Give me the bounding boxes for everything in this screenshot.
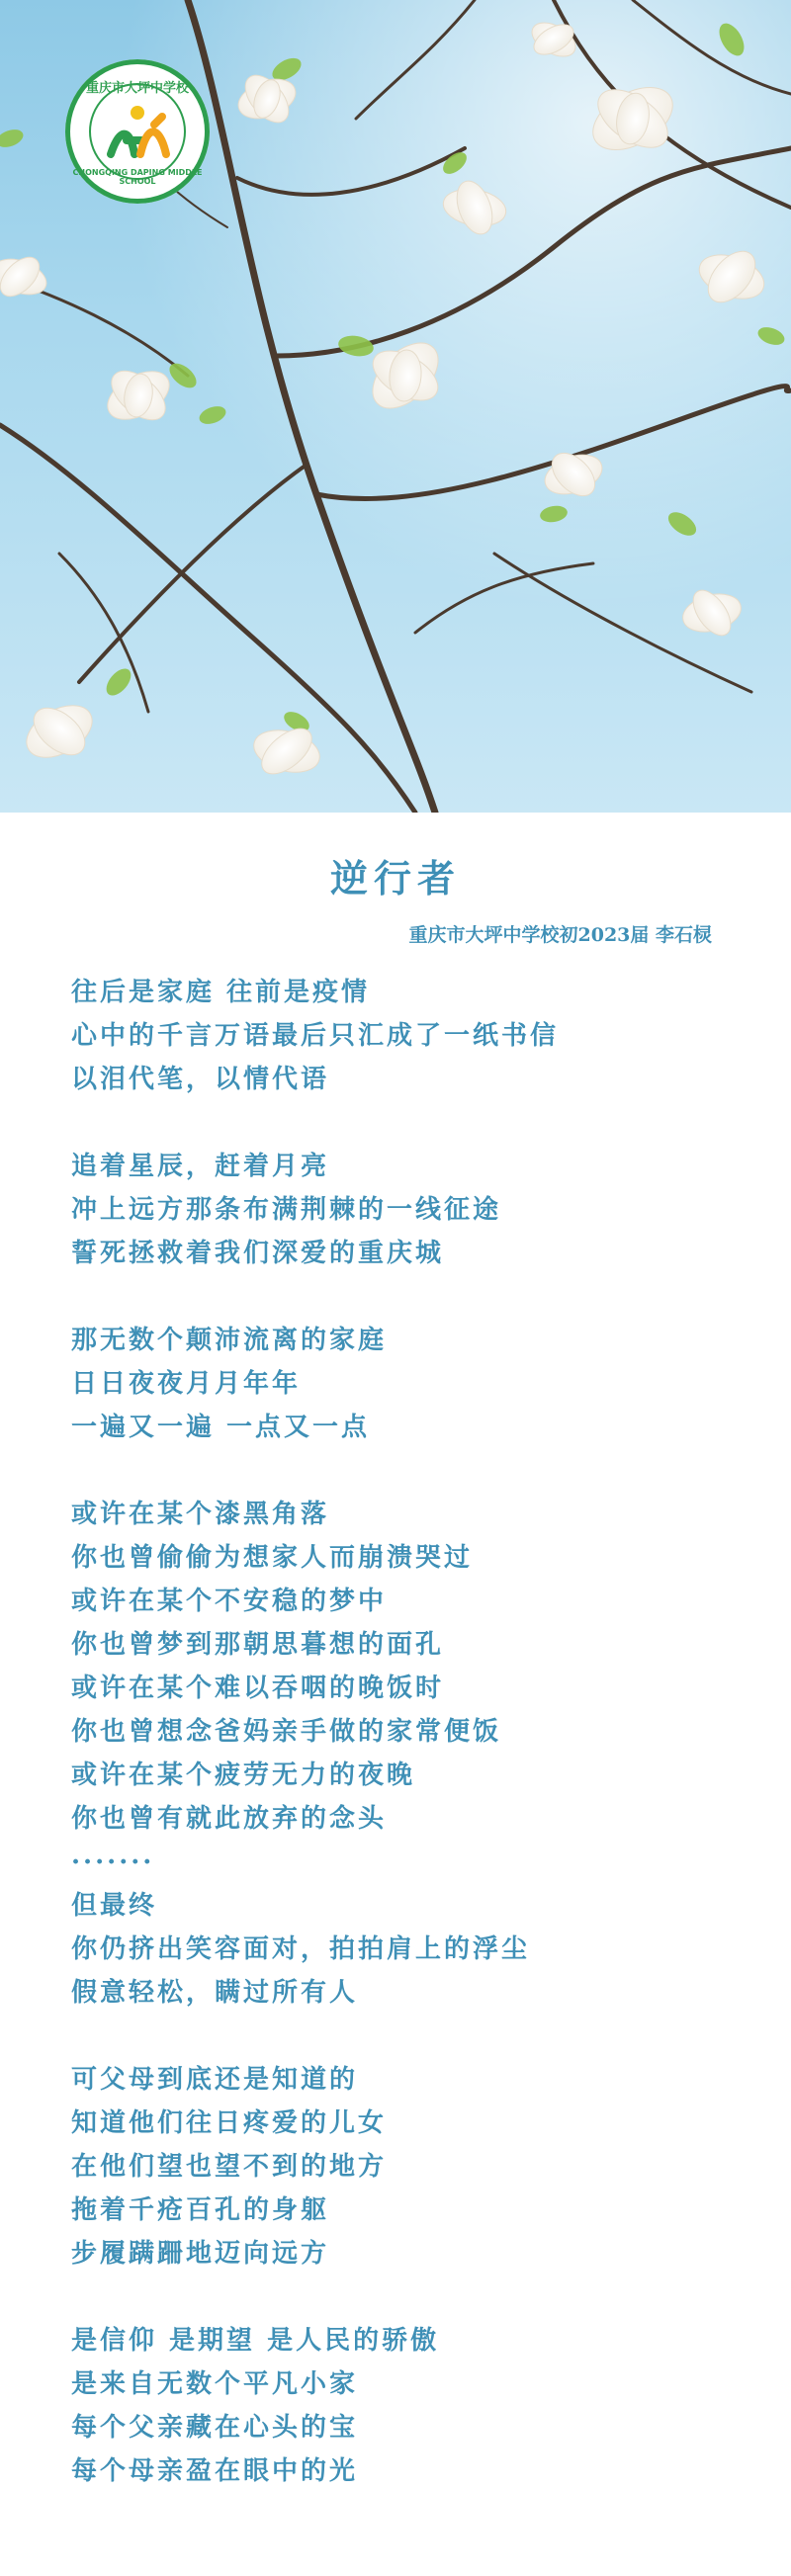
poem-line: 那无数个颠沛流离的家庭 <box>71 1326 388 1355</box>
poem-line: 誓死拯救着我们深爱的重庆城 <box>71 1239 445 1268</box>
poem-line: 或许在某个难以吞咽的晚饭时 <box>71 1674 445 1703</box>
stanza-1 <box>71 971 791 1101</box>
poem-line: 心中的千言万语最后只汇成了一纸书信 <box>71 1021 560 1051</box>
poem-line: 你也曾想念爸妈亲手做的家常便饭 <box>71 1717 502 1747</box>
poem-line: 步履蹒跚地迈向远方 <box>71 2239 330 2269</box>
logo-bottom-text: CHONGQING DAPING MIDDLE SCHOOL <box>72 168 203 186</box>
poem-line: 或许在某个不安稳的梦中 <box>71 1587 388 1616</box>
hero-photo <box>0 0 791 813</box>
poem-line: 但最终 <box>71 1891 158 1921</box>
poem-line: 知道他们往日疼爱的儿女 <box>71 2108 388 2138</box>
stanza-3 <box>71 1319 791 1449</box>
poem-line: 往后是家庭 往前是疫情 <box>71 978 371 1007</box>
logo-top-text: 重庆市大坪中学校 <box>85 81 189 96</box>
poem-line: 可父母到底还是知道的 <box>71 2065 359 2095</box>
ellipsis-line: ······· <box>71 1847 155 1877</box>
poem-line: 你也曾有就此放弃的念头 <box>71 1804 388 1834</box>
poem-line: 每个母亲盈在眼中的光 <box>71 2456 359 2486</box>
poem-body <box>0 971 791 2493</box>
poem-line: 拖着千疮百孔的身躯 <box>71 2195 330 2225</box>
school-logo <box>65 59 210 204</box>
poem-author: 重庆市大坪中学校初2023届 李石棂 <box>408 924 712 946</box>
poem-line: 一遍又一遍 一点又一点 <box>71 1413 371 1442</box>
poem-line: 或许在某个疲劳无力的夜晚 <box>71 1760 416 1790</box>
poem-line: 假意轻松，瞒过所有人 <box>71 1978 359 2008</box>
stanza-4 <box>71 1493 791 2015</box>
poem-line: 你也曾梦到那朝思暮想的面孔 <box>71 1630 445 1660</box>
poem-line: 日日夜夜月月年年 <box>71 1369 302 1399</box>
poem-section <box>0 854 791 2576</box>
poem-line: 冲上远方那条布满荆棘的一线征途 <box>71 1195 502 1225</box>
poem-line: 追着星辰，赶着月亮 <box>71 1152 330 1181</box>
poem-title: 逆行者 <box>329 856 461 901</box>
stanza-2 <box>71 1145 791 1275</box>
poem-line: 是信仰 是期望 是人民的骄傲 <box>71 2326 440 2356</box>
stanza-5 <box>71 2058 791 2275</box>
poem-line: 是来自无数个平凡小家 <box>71 2369 359 2399</box>
poem-line: 你仍挤出笑容面对，拍拍肩上的浮尘 <box>71 1934 531 1964</box>
poem-line: 以泪代笔，以情代语 <box>71 1065 330 1094</box>
poem-line: 或许在某个漆黑角落 <box>71 1500 330 1529</box>
poem-line: 每个父亲藏在心头的宝 <box>71 2413 359 2443</box>
poem-line: 你也曾偷偷为想家人而崩溃哭过 <box>71 1543 474 1573</box>
poem-line: 在他们望也望不到的地方 <box>71 2152 388 2182</box>
stanza-6 <box>71 2319 791 2493</box>
